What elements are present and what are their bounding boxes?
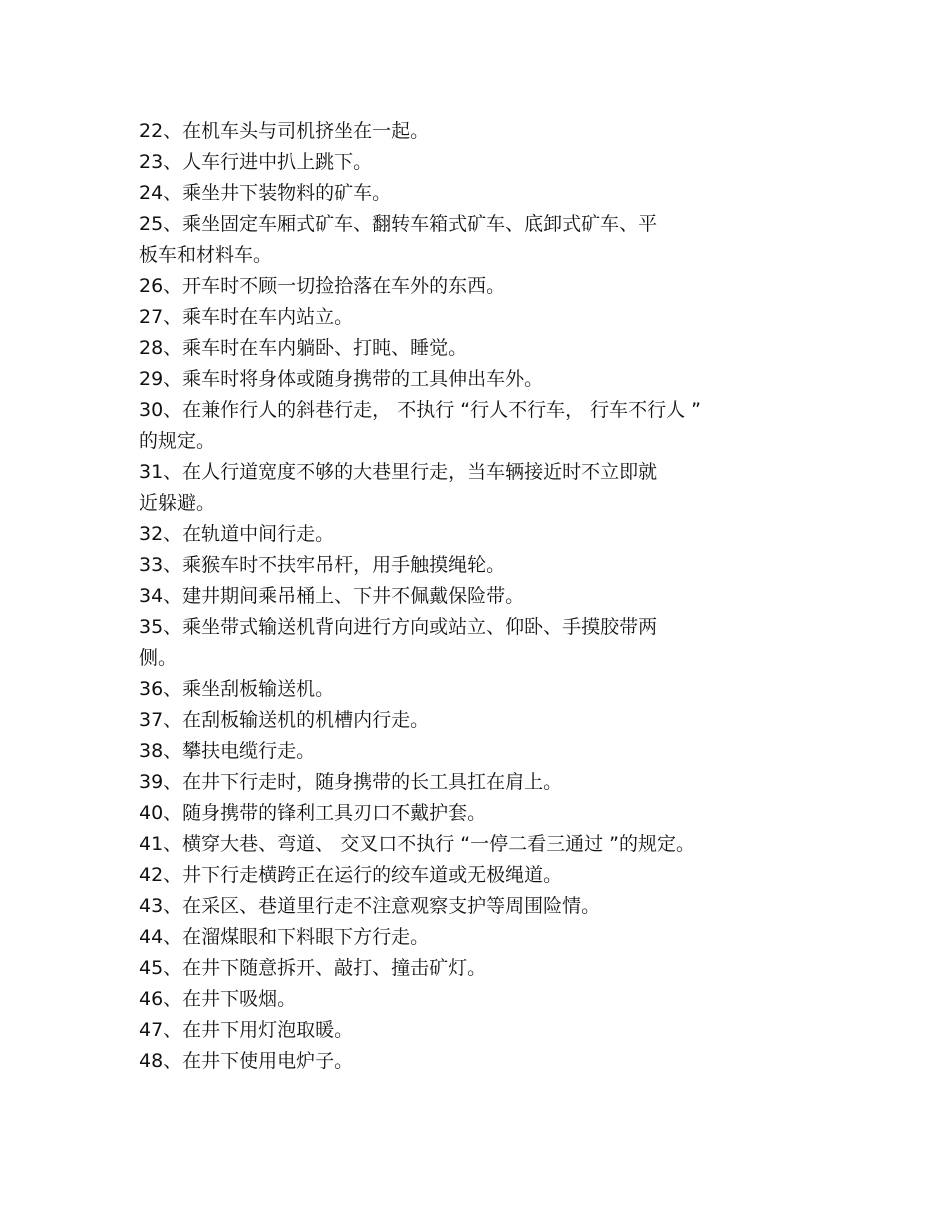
list-item [139,519,829,550]
list-item [139,984,829,1015]
item-text: 46、在井下吸烟。 [139,988,297,1010]
list-item [139,271,829,302]
list-item [139,705,829,736]
item-text: 25、乘坐固定车厢式矿车、翻转车箱式矿车、底卸式矿车、平 [139,213,658,235]
item-text: 40、随身携带的锋利工具刃口不戴护套。 [139,802,487,824]
list-item [139,736,829,767]
item-text: 30、在兼作行人的斜巷行走， 不执行 “行人不行车， 行车不行人 ” [139,399,702,421]
item-text: 24、乘坐井下装物料的矿车。 [139,182,392,204]
list-item [139,798,829,829]
item-text: 26、开车时不顾一切捡拾落在车外的东西。 [139,275,506,297]
rule-list [139,116,829,1077]
item-text: 48、在井下使用电炉子。 [139,1050,354,1072]
list-item [139,922,829,953]
list-item [139,953,829,984]
item-text: 31、在人行道宽度不够的大巷里行走，当车辆接近时不立即就 [139,461,658,483]
list-item [139,457,829,519]
item-text-continuation: 的规定。 [139,430,216,452]
item-text: 35、乘坐带式输送机背向进行方向或站立、仰卧、手摸胶带两 [139,616,658,638]
item-text: 42、井下行走横跨正在运行的绞车道或无极绳道。 [139,864,563,886]
item-text: 27、乘车时在车内站立。 [139,306,354,328]
item-text: 44、在溜煤眼和下料眼下方行走。 [139,926,430,948]
item-text-continuation: 近躲避。 [139,492,216,514]
list-item [139,767,829,798]
list-item [139,302,829,333]
list-item [139,116,829,147]
item-text: 34、建井期间乘吊桶上、下井不佩戴保险带。 [139,585,525,607]
item-text: 37、在刮板输送机的机槽内行走。 [139,709,430,731]
list-item [139,860,829,891]
list-item [139,395,829,457]
item-text: 43、在采区、巷道里行走不注意观察支护等周围险情。 [139,895,601,917]
list-item [139,612,829,674]
list-item [139,581,829,612]
list-item [139,1015,829,1046]
item-text: 29、乘车时将身体或随身携带的工具伸出车外。 [139,368,544,390]
item-text-continuation: 侧。 [139,647,178,669]
item-text: 32、在轨道中间行走。 [139,523,335,545]
item-text: 47、在井下用灯泡取暖。 [139,1019,354,1041]
item-text-continuation: 板车和材料车。 [139,244,273,266]
list-item [139,333,829,364]
list-item [139,147,829,178]
item-text: 41、横穿大巷、弯道、 交叉口不执行 “一停二看三通过 ”的规定。 [139,833,695,855]
item-text: 33、乘猴车时不扶牢吊杆，用手触摸绳轮。 [139,554,506,576]
list-item [139,829,829,860]
item-text: 36、乘坐刮板输送机。 [139,678,335,700]
list-item [139,1046,829,1077]
list-item [139,178,829,209]
item-text: 22、在机车头与司机挤坐在一起。 [139,120,430,142]
list-item [139,891,829,922]
item-text: 28、乘车时在车内躺卧、打盹、睡觉。 [139,337,468,359]
list-item [139,550,829,581]
item-text: 23、人车行进中扒上跳下。 [139,151,373,173]
item-text: 39、在井下行走时，随身携带的长工具扛在肩上。 [139,771,563,793]
item-text: 45、在井下随意拆开、敲打、撞击矿灯。 [139,957,487,979]
list-item [139,209,829,271]
list-item [139,364,829,395]
item-text: 38、攀扶电缆行走。 [139,740,316,762]
list-item [139,674,829,705]
